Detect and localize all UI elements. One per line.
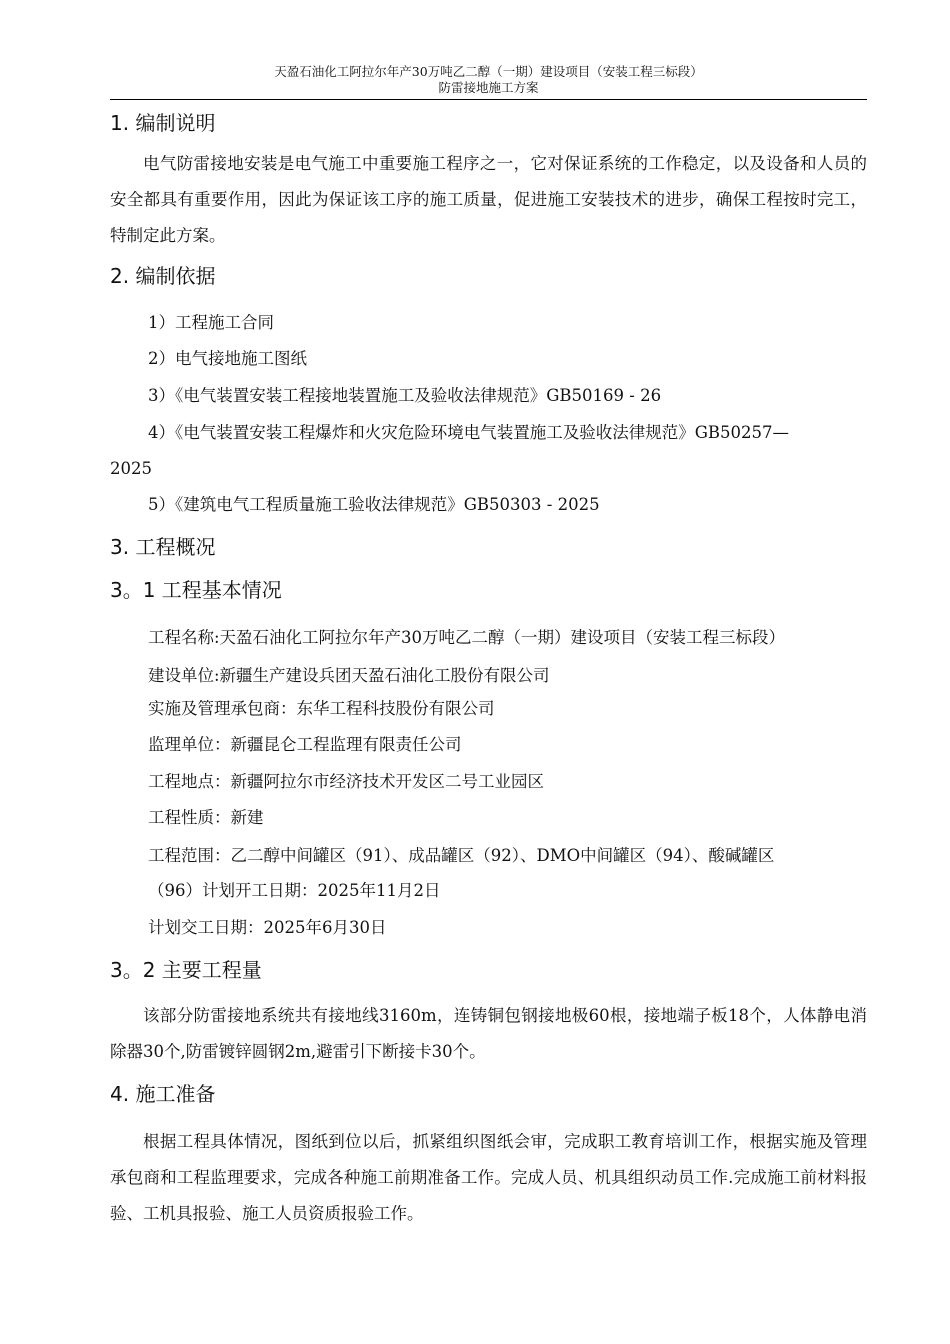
section-4 — [110, 1081, 867, 1107]
section-1 — [110, 110, 867, 136]
header-project-title: 天盈石油化工阿拉尔年产30万吨乙二醇（一期）建设项目（安装工程三标段） — [274, 64, 703, 79]
project-info-line: 计划交工日期：2025年6月30日 — [148, 918, 387, 937]
section-3-2-title: 3。2 主要工程量 — [110, 958, 262, 982]
section-3-title: 3. 工程概况 — [110, 535, 216, 559]
project-info-line: 建设单位:新疆生产建设兵团天盈石油化工股份有限公司 — [148, 666, 550, 685]
page-header — [110, 64, 867, 96]
section-3-2-body — [110, 998, 867, 1070]
basis-item: 4）《电气装置安装工程爆炸和火灾危险环境电气装置施工及验收法律规范》GB50257— — [148, 423, 790, 442]
project-info-line: 工程范围：乙二醇中间罐区（91）、成品罐区（92）、DMO中间罐区（94）、酸碱罐区 — [148, 846, 775, 865]
section-1-title: 1. 编制说明 — [110, 111, 216, 135]
section-3-2-paragraph: 该部分防雷接地系统共有接地线3160m，连铸铜包钢接地极60根，接地端子板18个，人体静电消除器30个,防雷镀锌圆钢2m,避雷引下断接卡30个。 — [110, 1006, 867, 1061]
header-doc-title: 防雷接地施工方案 — [438, 80, 539, 95]
project-info-line: （96）计划开工日期：2025年11月2日 — [148, 881, 441, 900]
section-3-1 — [110, 577, 867, 603]
section-1-body — [110, 146, 867, 254]
section-4-paragraph: 根据工程具体情况，图纸到位以后，抓紧组织图纸会审，完成职工教育培训工作，根据实施及管理承包商和工程监理要求，完成各种施工前期准备工作。完成人员、机具组织动员工作.完成施工前材料报验、工机具报验、施工人员资质报验工作。 — [110, 1132, 867, 1223]
basis-item: 3）《电气装置安装工程接地装置施工及验收法律规范》GB50169 - 26 — [148, 386, 662, 405]
section-3-2 — [110, 957, 867, 983]
section-2 — [110, 263, 867, 289]
section-3 — [110, 534, 867, 560]
basis-item: 2）电气接地施工图纸 — [148, 349, 307, 368]
header-rule — [110, 99, 867, 100]
project-info-line: 工程名称:天盈石油化工阿拉尔年产30万吨乙二醇（一期）建设项目（安装工程三标段） — [148, 628, 786, 647]
section-4-body — [110, 1124, 867, 1232]
basis-item-continuation: 2025 — [110, 459, 152, 478]
project-info-line: 工程性质：新建 — [148, 808, 264, 827]
section-3-1-title: 3。1 工程基本情况 — [110, 578, 282, 602]
basis-item: 1）工程施工合同 — [148, 313, 274, 332]
project-info-line: 监理单位：新疆昆仑工程监理有限责任公司 — [148, 735, 462, 754]
section-4-title: 4. 施工准备 — [110, 1082, 216, 1106]
section-1-paragraph: 电气防雷接地安装是电气施工中重要施工程序之一，它对保证系统的工作稳定，以及设备和人员的安全都具有重要作用，因此为保证该工序的施工质量，促进施工安装技术的进步，确保工程按时完工，特制定此方案。 — [110, 154, 867, 245]
project-info-line: 实施及管理承包商：东华工程科技股份有限公司 — [148, 699, 495, 718]
basis-item: 5）《建筑电气工程质量施工验收法律规范》GB50303 - 2025 — [148, 495, 600, 514]
project-info-line: 工程地点：新疆阿拉尔市经济技术开发区二号工业园区 — [148, 772, 544, 791]
section-2-title: 2. 编制依据 — [110, 264, 216, 288]
